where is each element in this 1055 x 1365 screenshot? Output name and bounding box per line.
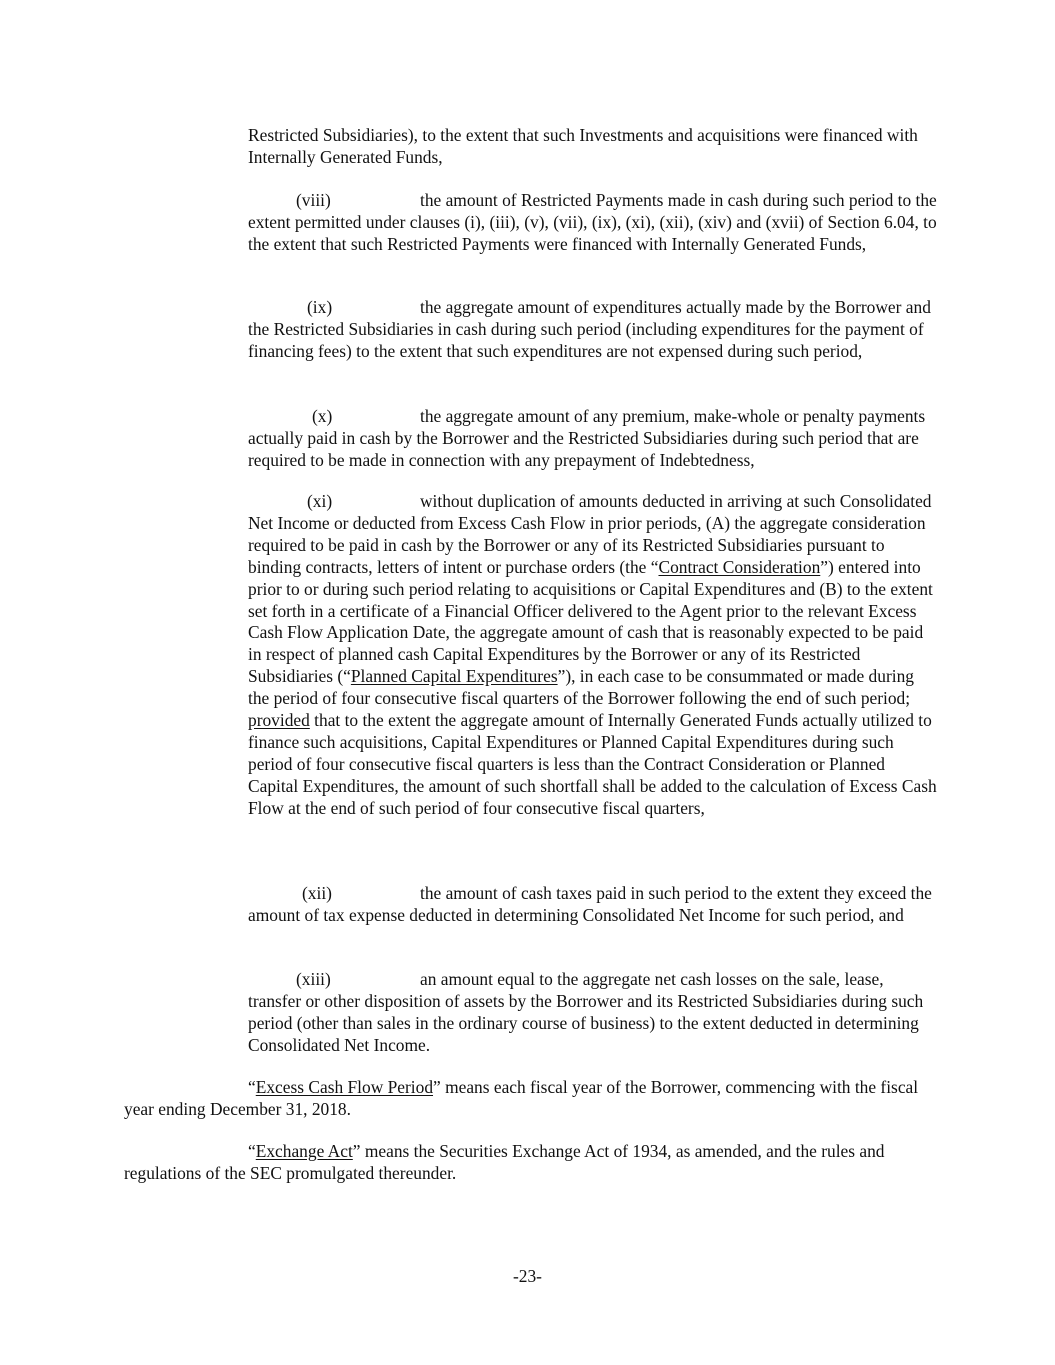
clause-text: an amount equal to the aggregate net cash losses on the sale, lease, transfer or other disposition of assets by the Borrower and its Restricted Subsidiaries during such period (other than sales in the ordinary course of business) to the extent deducted in determining Consolidated Net Income.	[248, 969, 924, 1055]
clause-xi	[248, 491, 938, 820]
clause-text: that to the extent the aggregate amount of Internally Generated Funds actually utilized to finance such acquisitions, Capital Expenditures or Planned Capital Expenditures during such period of four consecutive fiscal quarters is less than the Contract Consideration or Planned Capital Expenditures, the amount of such shortfall shall be added to the calculation of Excess Cash Flow at the end of such period of four consecutive fiscal quarters,	[248, 710, 937, 818]
clause-number: (xi)	[307, 491, 333, 511]
clause-text: without duplication of amounts deducted in arriving at such Consolidated Net Income or deducted from Excess Cash Flow in prior periods, (A) the aggregate consideration required to be paid in cash by the Borrower or any of its Restricted Subsidiaries pursuant to binding contracts, letters of intent or purchase orders (the “	[248, 491, 932, 577]
clause-ix	[248, 297, 938, 363]
defined-term: Excess Cash Flow Period	[255, 1077, 434, 1097]
clause-xii	[248, 883, 938, 927]
defined-term-contract-consideration: Contract Consideration	[658, 556, 821, 577]
clause-number: (xiii)	[296, 969, 331, 989]
clause-number: (ix)	[307, 297, 333, 317]
clause-text: the aggregate amount of any premium, make-whole or penalty payments actually paid in cash by the Borrower and the Restricted Subsidiaries during such period that are required to be made in connection with any prepayment of Indebtedness,	[248, 406, 926, 470]
definition-excess-cash-flow-period: “Excess Cash Flow Period” means each fiscal year of the Borrower, commencing with the fiscal year ending December 31, 2018.	[124, 1077, 919, 1119]
proviso-term: provided	[248, 710, 310, 731]
continuation-paragraph: Restricted Subsidiaries), to the extent that such Investments and acquisitions were financed with Internally Generated Funds,	[248, 125, 918, 167]
clause-viii	[248, 190, 938, 256]
definition-exchange-act: “Exchange Act” means the Securities Exchange Act of 1934, as amended, and the rules and regulations of the SEC promulgated thereunder.	[124, 1141, 885, 1183]
defined-term: Exchange Act	[255, 1141, 353, 1161]
clause-number: (x)	[312, 406, 333, 426]
clause-number: (viii)	[296, 190, 331, 210]
clause-number: (xii)	[302, 883, 332, 903]
clause-text: ”), in each case to be consummated or made during the period of four consecutive fiscal quarters of the Borrower following the end of such period;	[248, 666, 914, 709]
clause-x	[248, 406, 938, 472]
page-number: -23-	[513, 1266, 542, 1286]
clause-text: ”) entered into prior to or during such period relating to acquisitions or Capital Expenditures and (B) to the extent set forth in a certificate of a Financial Officer delivered to the Agent prior to the relevant Excess Cash Flow Application Date, the aggregate amount of cash that is reasonably expected to be paid in respect of planned cash Capital Expenditures by the Borrower or any of its Restricted Subsidiaries (“	[248, 556, 933, 687]
clause-text: the aggregate amount of expenditures actually made by the Borrower and the Restricted Subsidiaries in cash during such period (including expenditures for the payment of financing fees) to the extent that such expenditures are not expensed during such period,	[248, 297, 931, 361]
clause-text: the amount of Restricted Payments made in cash during such period to the extent permitted under clauses (i), (iii), (v), (vii), (ix), (xi), (xii), (xiv) and (xvii) of Section 6.04, to the extent that such Restricted Payments were financed with Internally Generated Funds,	[248, 190, 937, 254]
defined-term-planned-capital-expenditures: Planned Capital Expenditures	[350, 666, 558, 687]
clause-xiii	[248, 969, 938, 1057]
clause-text: the amount of cash taxes paid in such period to the extent they exceed the amount of tax expense deducted in determining Consolidated Net Income for such period, and	[248, 883, 932, 925]
